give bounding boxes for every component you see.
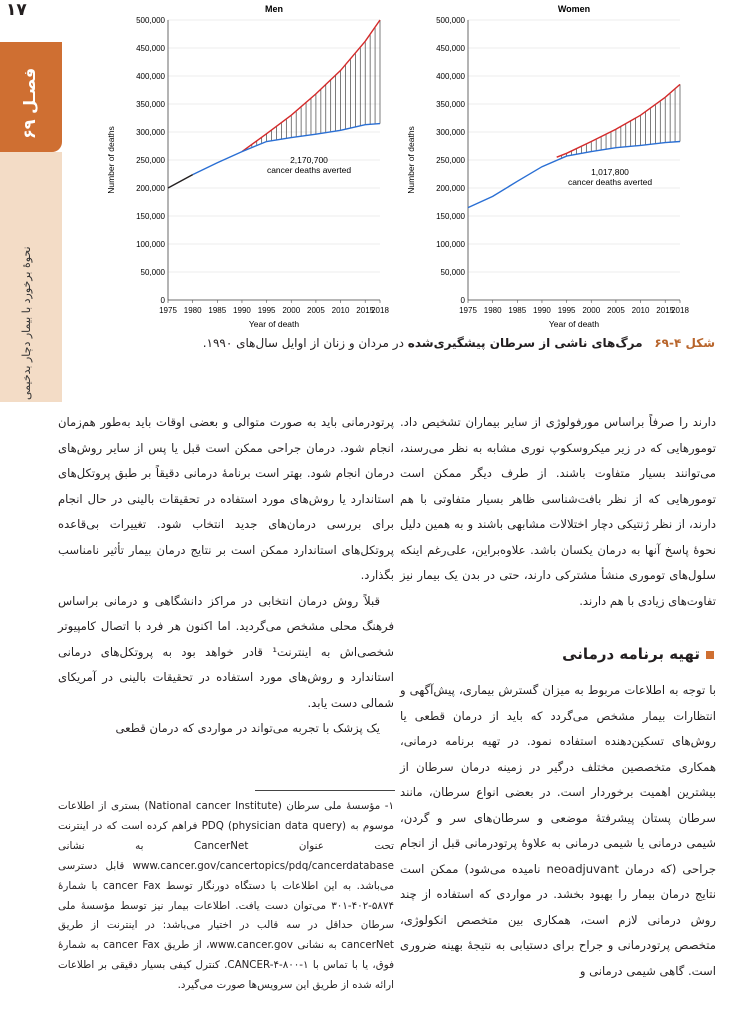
y-tick-label: 50,000: [440, 268, 465, 277]
y-tick-label: 200,000: [436, 184, 465, 193]
annotation-value: 1,017,800: [591, 167, 629, 177]
y-tick-label: 250,000: [436, 156, 465, 165]
y-tick-label: 500,000: [136, 16, 165, 25]
page-number: ۱۷: [6, 0, 27, 20]
figure-caption: [195, 336, 715, 350]
x-tick-label: 2005: [307, 306, 325, 315]
y-tick-label: 150,000: [436, 212, 465, 221]
y-tick-label: 250,000: [136, 156, 165, 165]
x-tick-label: 2010: [331, 306, 350, 315]
body-right-column-2: [400, 678, 716, 984]
y-axis-label: Number of deaths: [106, 126, 116, 194]
x-tick-label: 2005: [607, 306, 625, 315]
x-tick-label: 1985: [508, 306, 527, 315]
x-tick-label: 1990: [233, 306, 251, 315]
figure-caption-rest: در مردان و زنان از اوایل سال‌های ۱۹۹۰.: [202, 336, 404, 350]
y-tick-label: 300,000: [136, 128, 165, 137]
x-axis-label: Year of death: [548, 319, 600, 329]
annotation-text: cancer deaths averted: [567, 177, 653, 187]
y-tick-label: 400,000: [136, 72, 165, 81]
figure-caption-bold: مرگ‌های ناشی از سرطان پیشگیری‌شده: [407, 336, 643, 350]
paragraph: یک پزشک با تجربه می‌تواند در مواردی که درمان قطعی: [115, 721, 380, 735]
y-tick-label: 350,000: [436, 100, 465, 109]
y-tick-label: 0: [460, 296, 465, 305]
x-tick-label: 1980: [183, 306, 202, 315]
y-tick-label: 150,000: [136, 212, 165, 221]
y-tick-label: 450,000: [136, 44, 165, 53]
series-line-0: [557, 84, 680, 157]
x-tick-label: 1985: [208, 306, 227, 315]
chart-title: Men: [265, 4, 283, 14]
y-axis-label: Number of deaths: [406, 126, 416, 194]
x-tick-label: 1975: [459, 306, 477, 315]
y-tick-label: 0: [160, 296, 165, 305]
x-tick-label: 2010: [631, 306, 650, 315]
figure-label: شکل ۴-۶۹: [654, 336, 715, 350]
x-tick-label: 1975: [159, 306, 177, 315]
chapter-label: فصـل ۶۹: [20, 67, 39, 139]
annotation-value: 2,170,700: [290, 155, 328, 165]
y-tick-label: 200,000: [136, 184, 165, 193]
section-heading: [500, 645, 714, 663]
y-tick-label: 50,000: [140, 268, 165, 277]
x-tick-label: 2000: [282, 306, 301, 315]
paragraph: دارند را صرفاً براساس مورفولوژی از سایر بیماران تشخیص داد. تومورهایی که در زیر میکروسکوپ نوری مشابه به نظر می‌رسند، می‌توانند بسیار متفاوت باشند. از طرف دیگر ممکن است تومورهایی که از نظر بافت‌شناسی ظاهر بسیار متفاوتی با هم دارند، از نظر ژنتیکی دچار اختلالات مشابهی باشند و به همین دلیل نحوهٔ پاسخ آنها به درمان یکسان باشد. علاوه‌براین، علی‌رغم اینکه سلول‌های توموری منشأ مشترکی دارند، حتی در بدن یک بیمار نیز تفاوت‌های زیادی با هم دارند.: [400, 415, 716, 608]
annotation-text: cancer deaths averted: [266, 165, 352, 175]
x-tick-label: 2015: [356, 306, 375, 315]
x-tick-label: 1995: [257, 306, 276, 315]
body-right-column: [400, 410, 716, 614]
chart-title: Women: [557, 4, 591, 14]
chart-women-svg: [400, 0, 700, 332]
footnote-rule: [255, 790, 395, 791]
y-tick-label: 450,000: [436, 44, 465, 53]
paragraph: قبلاً روش درمان انتخابی در مراکز دانشگاهی و درمانی براساس فرهنگ محلی مشخص می‌گردید. اما اکنون هر فرد با اتصال کامپیوتر شخصی‌اش به اینترنت¹ قادر خواهد بود به پروتکل‌های درمانی استاندارد و روش‌های مورد استفاده در تحقیقات بالینی در آمریکای شمالی دست یابد.: [58, 593, 394, 710]
paragraph: با توجه به اطلاعات مربوط به میزان گسترش بیماری، پیش‌آگهی و انتظارات بیمار مشخص می‌گردد که باید از درمان قطعی یا روش‌های تسکین‌دهنده استفاده نمود. در تهیه برنامه درمانی، همکاری متخصصین مختلف درگیر در زمینه درمان سرطان از بیشترین اهمیت برخوردار است. در بعضی انواع سرطان، مانند سرطان پستان پیشرفتهٔ موضعی و سرطان‌های سر و گردن، شیمی درمانی یا شیمی درمانی به علاوهٔ پرتودرمانی قبل از انجام جراحی (که درمان neoadjuvant نامیده می‌شود) ممکن است نتایج درمان بیمار را بهبود بخشد. در مواردی که استفاده از چند روش درمانی لازم است، همکاری بین متخصص انکولوژی، متخصص پرتودرمانی و جراح برای دستیابی به نتیجهٔ بهینه ضروری است. گاهی شیمی درمانی و: [400, 683, 716, 978]
x-tick-label: 2000: [582, 306, 601, 315]
heading-bullet-icon: [706, 651, 714, 659]
paragraph: پرتودرمانی باید به صورت متوالی و بعضی اوقات باید به‌طور هم‌زمان انجام شود. درمان جراحی ممکن است قبل یا پس از سایر روش‌های درمان انجام شود. بهتر است برنامهٔ درمانی دقیقاً بر طبق پروتکل‌های استاندارد یا روش‌های مورد استفاده در تحقیقات بالینی در حال انجام برای بررسی درمان‌های جدید انتخاب شود. تغییرات بی‌قاعده پروتکل‌های استاندارد ممکن است بر نتایج درمان بیمار تأثیر نامناسب بگذارد.: [58, 415, 394, 582]
chapter-title: نحوهٔ برخورد با بیمار دچار بدخیمی: [20, 246, 33, 400]
x-tick-label: 2018: [371, 306, 389, 315]
chart-men: [100, 0, 400, 336]
y-tick-label: 400,000: [436, 72, 465, 81]
x-tick-label: 1995: [557, 306, 576, 315]
series-line-1: [468, 142, 680, 208]
x-axis-label: Year of death: [248, 319, 300, 329]
y-tick-label: 300,000: [436, 128, 465, 137]
chart-men-svg: [100, 0, 400, 332]
body-left-column: [58, 410, 394, 742]
y-tick-label: 350,000: [136, 100, 165, 109]
x-tick-label: 2018: [671, 306, 689, 315]
y-tick-label: 100,000: [136, 240, 165, 249]
chart-women: [400, 0, 700, 336]
section-heading-text: تهیه برنامه درمانی: [562, 645, 700, 663]
y-tick-label: 500,000: [436, 16, 465, 25]
footnote: ۱- مؤسسهٔ ملی سرطان (National cancer Institute) بستری از اطلاعات موسوم به PDQ (physician data query) فراهم کرده است که در اینترنت تحت عنوان CancerNet به نشانی www.cancer.gov/cancertopics/pdq/cancerdatabase قابل دسترسی می‌باشد. به این اطلاعات با دستگاه دورنگار توسط cancer Fax با شمارهٔ ۵۸۷۴-۴۰۲-۳۰۱ می‌توان دست یافت. اطلاعات بیمار نیز توسط مؤسسهٔ ملی سرطان حداقل در سه قالب در اختیار می‌باشد: در اینترنت از طریق cancerNet به نشانی www.cancer.gov، از طریق cancer Fax به شمارهٔ فوق، یا با تماس با CANCER-۴-۸۰۰-۱. کنترل کیفی بسیار دقیقی بر اطلاعات ارائه شده از طریق این سرویس‌ها صورت می‌گیرد.: [58, 800, 394, 992]
x-tick-label: 1980: [483, 306, 502, 315]
x-tick-label: 2015: [656, 306, 675, 315]
y-tick-label: 100,000: [436, 240, 465, 249]
series-line-2: [168, 175, 193, 188]
x-tick-label: 1990: [533, 306, 551, 315]
